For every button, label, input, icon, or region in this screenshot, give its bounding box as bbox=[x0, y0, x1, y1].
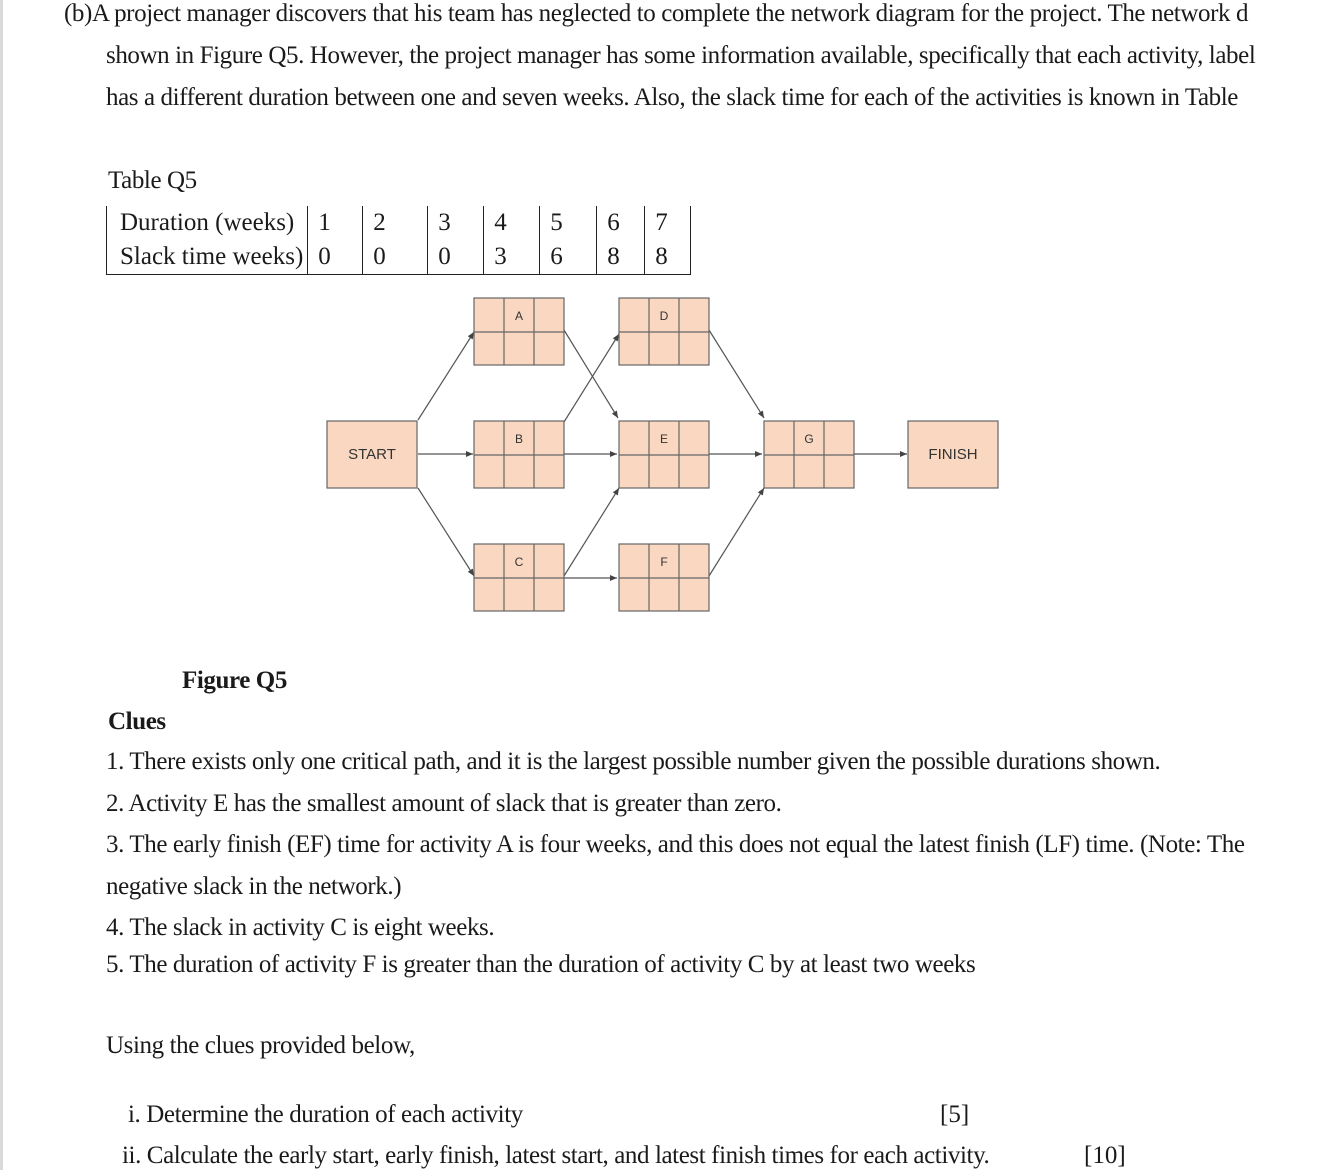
table-cell: 6 bbox=[597, 206, 645, 240]
node-activity-d bbox=[619, 298, 709, 365]
edge-a-e bbox=[564, 330, 618, 418]
table-cell: 2 bbox=[363, 206, 428, 240]
table-cell: 3 bbox=[484, 240, 540, 275]
edge-b-d bbox=[564, 334, 619, 422]
table-cell: 4 bbox=[484, 206, 540, 240]
table-cell: 0 bbox=[363, 240, 428, 275]
clue-5: 5. The duration of activity F is greater than the duration of activity C by at least two weeks bbox=[106, 951, 976, 978]
intro-line-2: shown in Figure Q5. However, the project manager has some information available, specifically that each activity, label bbox=[106, 42, 1256, 69]
clue-3: 3. The early finish (EF) time for activity A is four weeks, and this does not equal the latest finish (LF) time. (Note: The bbox=[106, 831, 1245, 858]
node-activity-c bbox=[474, 544, 564, 611]
node-finish bbox=[908, 421, 998, 488]
clue-1: 1. There exists only one critical path, and it is the largest possible number given the possible durations shown. bbox=[106, 748, 1161, 775]
question-ii-marks: [10] bbox=[1084, 1142, 1126, 1169]
table-cell: 0 bbox=[308, 240, 363, 275]
node-finish-label: FINISH bbox=[928, 446, 978, 463]
table-cell: 8 bbox=[597, 240, 645, 275]
table-row-label: Slack time weeks) bbox=[107, 240, 308, 275]
edge-f-g bbox=[709, 488, 764, 576]
table-cell: 8 bbox=[645, 240, 691, 275]
node-activity-f bbox=[619, 544, 709, 611]
table-cell: 5 bbox=[540, 206, 597, 240]
table-cell: 7 bbox=[645, 206, 691, 240]
activity-label: D bbox=[659, 309, 669, 323]
node-activity-a bbox=[474, 298, 564, 365]
question-i-marks: [5] bbox=[940, 1101, 970, 1128]
figure-caption: Figure Q5 bbox=[182, 667, 287, 694]
node-start-label: START bbox=[348, 446, 396, 463]
clue-2: 2. Activity E has the smallest amount of slack that is greater than zero. bbox=[106, 790, 782, 817]
table-row-label: Duration (weeks) bbox=[107, 206, 308, 240]
activity-label: B bbox=[514, 432, 524, 446]
activity-label: E bbox=[659, 432, 669, 446]
clues-heading: Clues bbox=[108, 708, 166, 735]
edge-d-g bbox=[709, 330, 764, 418]
edge-start-c bbox=[418, 488, 474, 576]
intro-line-3: has a different duration between one and seven weeks. Also, the slack time for each of the activities is known in Table bbox=[106, 84, 1239, 111]
edge-c-e bbox=[564, 488, 619, 576]
activity-label: C bbox=[514, 555, 524, 569]
question-ii: ii. Calculate the early start, early finish, latest start, and latest finish times for each activity. bbox=[122, 1142, 990, 1169]
table-cell: 1 bbox=[308, 206, 363, 240]
node-activity-b bbox=[474, 421, 564, 488]
node-start bbox=[327, 421, 417, 488]
edge-start-a bbox=[418, 332, 474, 420]
activity-label: A bbox=[514, 309, 524, 323]
table-cell: 0 bbox=[428, 240, 484, 275]
node-activity-g bbox=[764, 421, 854, 488]
clue-4: 4. The slack in activity C is eight weeks. bbox=[106, 914, 495, 941]
node-activity-e bbox=[619, 421, 709, 488]
instructions-lead: Using the clues provided below, bbox=[106, 1032, 415, 1059]
intro-line-1: (b)A project manager discovers that his team has neglected to complete the network diagram for the project. The network d bbox=[64, 0, 1249, 27]
table-caption: Table Q5 bbox=[108, 167, 197, 194]
clue-3-continued: negative slack in the network.) bbox=[106, 873, 402, 900]
activity-label: F bbox=[660, 555, 668, 569]
activity-label: G bbox=[804, 432, 814, 446]
question-i: i. Determine the duration of each activity bbox=[128, 1101, 523, 1128]
table-cell: 3 bbox=[428, 206, 484, 240]
table-cell: 6 bbox=[540, 240, 597, 275]
